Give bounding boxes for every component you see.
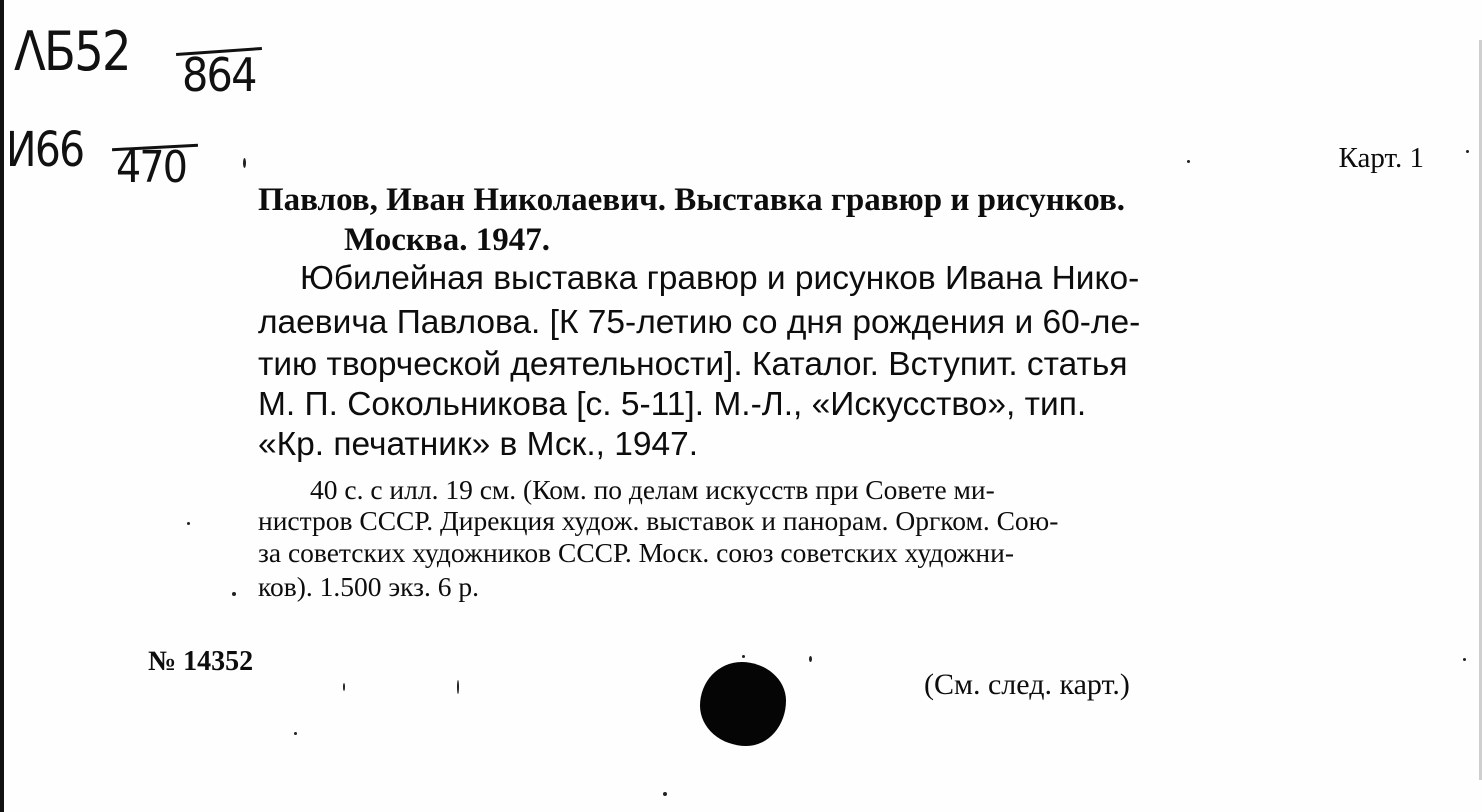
details-line-1: 40 с. с илл. 19 см. (Ком. по делам искусств при Совете ми- [310,474,995,505]
details-line-3: за советских художников СССР. Моск. союз советских художни- [258,537,1014,568]
scan-speck [809,656,812,662]
scan-speck [232,592,236,596]
catalog-number: № 14352 [148,646,254,677]
shelfmark-2-number: 470 [116,142,187,193]
continuation-note: (См. след. карт.) [924,668,1130,701]
scan-speck [1466,150,1469,153]
scan-speck [742,655,745,658]
details-line-4: ков). 1.500 экз. 6 р. [258,571,480,602]
scan-speck [187,522,190,525]
scan-speck [243,158,246,168]
punch-hole [700,662,786,746]
description-line-3: тию творческой деятельности]. Каталог. Вступит. статья [258,346,1128,383]
shelfmark-1-prefix: ΛБ52 [14,20,130,83]
card-left-edge [0,0,4,812]
description-line-5: «Кр. печатник» в Мск., 1947. [258,426,699,463]
scan-speck [663,792,667,796]
details-line-2: нистров СССР. Дирекция худож. выставок и панорам. Оргком. Сою- [258,505,1059,536]
entry-heading-line-2: Москва. 1947. [344,222,550,258]
scan-speck [343,683,345,691]
description-line-2: лаевича Павлова. [К 75-летию со дня рождения и 60-ле- [258,304,1141,341]
description-line-1: Юбилейная выставка гравюр и рисунков Ивана Нико- [300,260,1140,297]
shelfmark-1-number: 864 [182,48,256,102]
scan-speck [457,680,459,694]
card-number-label: Карт. 1 [1338,142,1424,174]
entry-heading-line-1: Павлов, Иван Николаевич. Выставка гравюр и рисунков. [258,182,1126,218]
shelfmark-2-prefix: И66 [6,122,84,178]
scan-speck [1463,658,1466,661]
scan-speck [294,732,297,735]
description-line-4: М. П. Сокольникова [с. 5-11]. М.-Л., «Искусство», тип. [258,386,1087,423]
scan-speck [1187,160,1190,163]
